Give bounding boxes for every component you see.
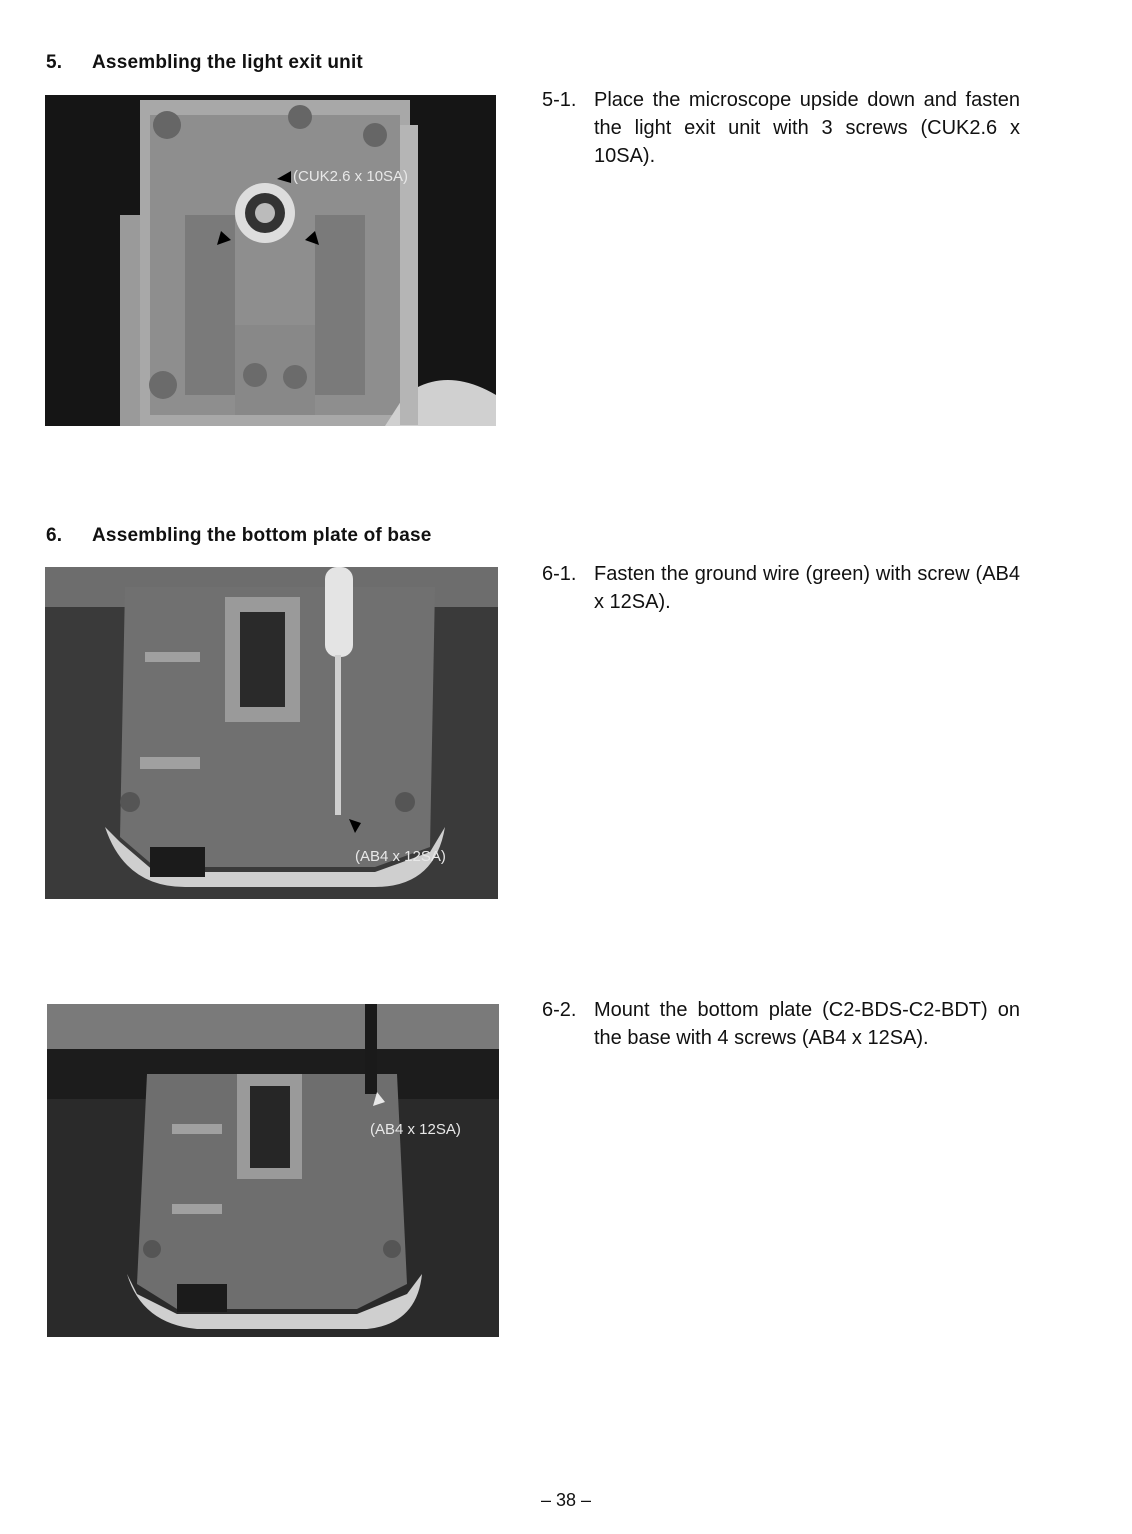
step-number: 5-1. (542, 89, 577, 111)
photo-callout: (AB4 x 12SA) (355, 848, 446, 865)
photo-callout: (AB4 x 12SA) (370, 1121, 461, 1138)
photo-bottom-plate (47, 1004, 499, 1337)
photo-light-exit-unit-graphic (45, 95, 496, 426)
photo-callout: (CUK2.6 x 10SA) (293, 168, 409, 185)
section-6-heading (46, 525, 432, 547)
photo-light-exit-unit (45, 95, 496, 426)
step-text: Fasten the ground wire (green) with screw (AB4 x 12SA). (594, 563, 1020, 613)
section-5-heading (46, 52, 363, 74)
step-text: Mount the bottom plate (C2-BDS-C2-BDT) on the base with 4 screws (AB4 x 12SA). (594, 999, 1020, 1049)
section-title: Assembling the bottom plate of base (92, 525, 432, 546)
photo-ground-wire (45, 567, 498, 899)
page-number: – 38 – (540, 1490, 592, 1510)
step-text: Place the microscope upside down and fasten the light exit unit with 3 screws (CUK2.6 x 10SA). (594, 89, 1020, 167)
section-title: Assembling the light exit unit (92, 52, 363, 73)
photo-ground-wire-graphic (45, 567, 498, 899)
photo-bottom-plate-graphic (47, 1004, 499, 1337)
section-number: 5. (46, 52, 63, 73)
section-number: 6. (46, 525, 63, 546)
step-number: 6-1. (542, 563, 577, 585)
step-number: 6-2. (542, 999, 577, 1021)
